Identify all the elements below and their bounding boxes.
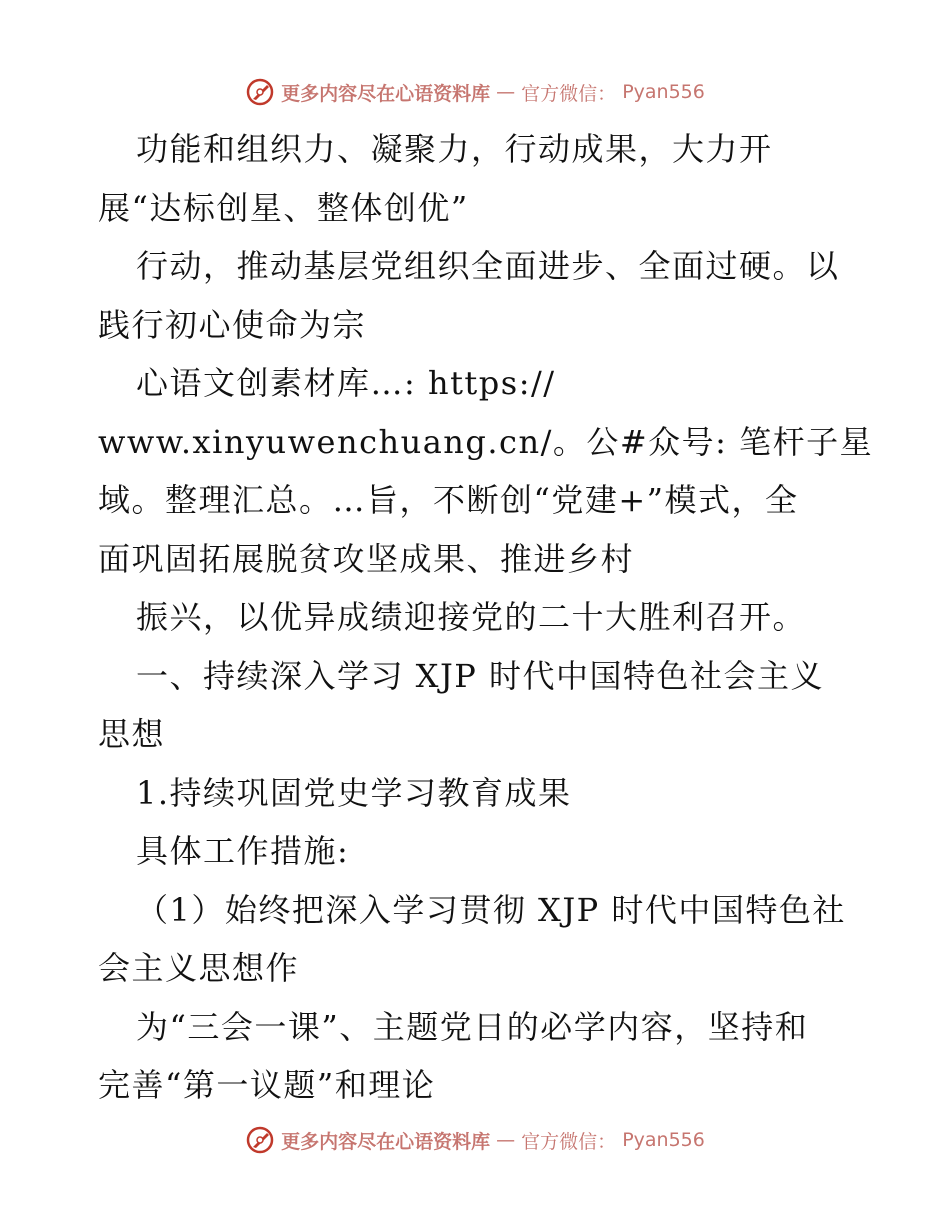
- banner-tagline: 更多内容尽在心语资料库: [281, 1130, 491, 1153]
- body-line: 心语文创素材库…: https://: [136, 364, 556, 402]
- header-banner: [0, 70, 950, 114]
- banner-wechat-id: Pyan556: [622, 81, 705, 103]
- section-heading: 一、持续深入学习 XJP 时代中国特色社会主义: [136, 656, 824, 695]
- body-line: 为“三会一课”、主题党日的必学内容，坚持和: [136, 1007, 809, 1046]
- banner-wechat-id: Pyan556: [622, 1129, 705, 1151]
- banner-tagline: 更多内容尽在心语资料库: [281, 82, 491, 105]
- body-line: 完善“第一议题”和理论: [98, 1066, 436, 1104]
- document-body: [98, 120, 874, 1115]
- section-heading-continued: 思想: [98, 715, 166, 753]
- banner-wechat-label: 官方微信：: [521, 82, 617, 105]
- banner-dash: —: [496, 81, 516, 103]
- body-line: 面巩固拓展脱贫攻坚成果、推进乡村: [98, 539, 635, 578]
- body-line: （1）始终把深入学习贯彻 XJP 时代中国特色社: [136, 890, 846, 929]
- body-line: 行动，推动基层党组织全面进步、全面过硬。以: [136, 247, 840, 285]
- banner-wechat-label: 官方微信：: [521, 1130, 617, 1153]
- footer-banner: [0, 1118, 950, 1162]
- quill-logo-icon: [245, 77, 275, 107]
- body-line: 会主义思想作: [98, 949, 300, 987]
- body-line: 践行初心使命为宗: [98, 305, 367, 344]
- body-line: 域。整理汇总。…旨，不断创“党建+”模式，全: [98, 481, 799, 519]
- body-line: 振兴，以优异成绩迎接党的二十大胜利召开。: [136, 598, 807, 636]
- body-line: www.xinyuwenchuang.cn/。公#众号: 笔杆子星: [98, 422, 874, 461]
- banner-dash: —: [496, 1129, 516, 1151]
- body-line: 功能和组织力、凝聚力，行动成果，大力开: [136, 130, 773, 168]
- body-line: 展“达标创星、整体创优”: [98, 188, 469, 227]
- quill-logo-icon: [245, 1125, 275, 1155]
- subsection-heading: 1.持续巩固党史学习教育成果: [136, 773, 572, 812]
- body-line: 具体工作措施:: [136, 832, 350, 870]
